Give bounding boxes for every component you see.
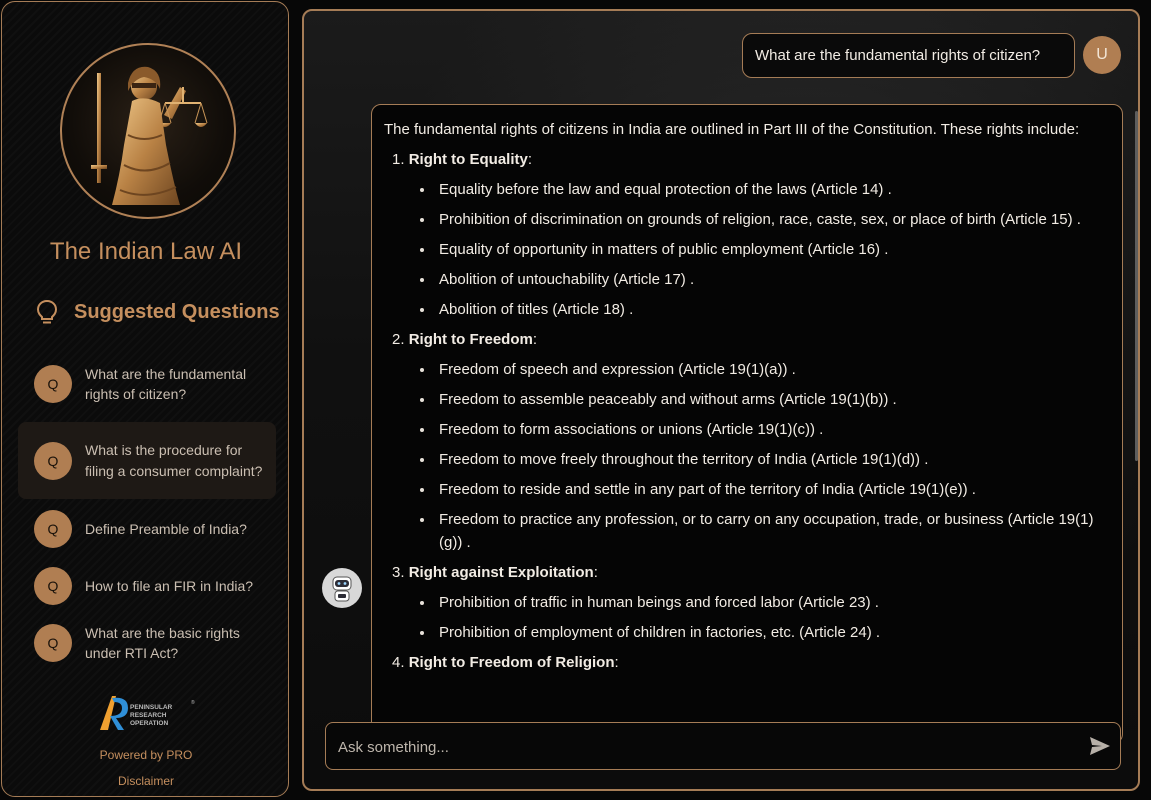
rights-section-title: 2. Right to Freedom: xyxy=(392,331,538,348)
svg-text:OPERATION: OPERATION xyxy=(130,720,169,727)
rights-section-title: 3. Right against Exploitation: xyxy=(392,564,598,581)
section-number: 1. xyxy=(392,151,405,168)
rights-list-item: Equality of opportunity in matters of public employment (Article 16) . xyxy=(384,238,1104,261)
section-title-text: Right to Freedom xyxy=(408,331,533,348)
suggested-question-item[interactable] xyxy=(18,422,276,499)
section-number: 3. xyxy=(392,564,405,581)
rights-list-item: Freedom to move freely throughout the territory of India (Article 19(1)(d)) . xyxy=(384,448,1104,471)
rights-section-title: 1. Right to Equality: xyxy=(392,151,533,168)
question-text: What are the fundamental rights of citizen? xyxy=(85,365,247,402)
suggested-question-item[interactable] xyxy=(18,506,276,552)
lady-justice-logo xyxy=(60,43,236,219)
section-title-text: Right to Freedom of Religion xyxy=(408,654,615,671)
rights-sublist xyxy=(384,178,1104,321)
pro-brand-logo xyxy=(98,692,198,734)
rights-list-item: Freedom to reside and settle in any part of the territory of India (Article 19(1)(e)) . xyxy=(384,478,1104,501)
question-badge: Q xyxy=(34,510,72,548)
suggested-question-item[interactable] xyxy=(18,350,276,418)
rights-section xyxy=(384,148,1104,321)
section-number: 4. xyxy=(392,654,405,671)
user-message: What are the fundamental rights of citizen? xyxy=(742,33,1075,78)
chat-input[interactable] xyxy=(336,723,1080,771)
rights-list-item: Abolition of untouchability (Article 17) . xyxy=(384,268,1104,291)
question-badge: Q xyxy=(34,624,72,662)
rights-section-title: 4. Right to Freedom of Religion: xyxy=(392,654,619,671)
chat-input-box xyxy=(325,722,1121,770)
suggested-questions-label: Suggested Questions xyxy=(74,300,280,323)
rights-sublist xyxy=(384,591,1104,644)
suggested-question-item[interactable] xyxy=(18,620,276,666)
robot-avatar-icon xyxy=(322,568,362,608)
rights-section xyxy=(384,328,1104,554)
section-title-text: Right against Exploitation xyxy=(408,564,594,581)
question-badge: Q xyxy=(34,442,72,480)
rights-list xyxy=(384,148,1104,674)
chat-panel xyxy=(302,9,1140,791)
question-badge: Q xyxy=(34,365,72,403)
rights-list-item: Abolition of titles (Article 18) . xyxy=(384,298,1104,321)
rights-section xyxy=(384,651,1104,674)
svg-text:®: ® xyxy=(191,700,195,706)
question-text: Define Preamble of India? xyxy=(85,520,247,537)
lightbulb-icon xyxy=(36,299,58,325)
section-number: 2. xyxy=(392,331,405,348)
user-avatar: U xyxy=(1083,36,1121,74)
suggested-question-item[interactable] xyxy=(18,563,276,609)
rights-list-item: Prohibition of discrimination on grounds of religion, race, caste, sex, or place of birth (Article 15) . xyxy=(384,208,1104,231)
rights-list-item: Equality before the law and equal protection of the laws (Article 14) . xyxy=(384,178,1104,201)
rights-list-item: Freedom to practice any profession, or to carry on any occupation, trade, or business (Article 19(1)(g)) . xyxy=(384,508,1104,554)
disclaimer-link[interactable]: Disclaimer xyxy=(117,774,174,788)
powered-by-text: Powered by PRO xyxy=(99,748,193,762)
suggested-questions-header xyxy=(36,298,280,326)
rights-list-item: Freedom to form associations or unions (Article 19(1)(c)) . xyxy=(384,418,1104,441)
rights-list-item: Freedom to assemble peaceably and without arms (Article 19(1)(b)) . xyxy=(384,388,1104,411)
sidebar xyxy=(1,1,289,797)
svg-text:PENINSULAR: PENINSULAR xyxy=(130,704,173,711)
rights-section xyxy=(384,561,1104,644)
bot-intro-text: The fundamental rights of citizens in India are outlined in Part III of the Constitution. These rights include: xyxy=(384,121,1080,138)
svg-text:RESEARCH: RESEARCH xyxy=(130,712,167,719)
rights-list-item: Prohibition of employment of children in factories, etc. (Article 24) . xyxy=(384,621,1104,644)
question-badge: Q xyxy=(34,567,72,605)
app-title: The Indian Law AI xyxy=(49,238,243,265)
rights-list-item: Prohibition of traffic in human beings and forced labor (Article 23) . xyxy=(384,591,1104,614)
question-text: How to file an FIR in India? xyxy=(85,577,254,594)
section-title-text: Right to Equality xyxy=(408,151,528,168)
question-text: What is the procedure for filing a consumer complaint? xyxy=(85,442,263,479)
chat-scrollbar[interactable] xyxy=(1135,111,1138,461)
question-text: What are the basic rights under RTI Act? xyxy=(85,624,240,661)
bot-message xyxy=(371,104,1123,744)
rights-sublist xyxy=(384,358,1104,554)
send-icon[interactable] xyxy=(1088,734,1112,758)
rights-list-item: Freedom of speech and expression (Article 19(1)(a)) . xyxy=(384,358,1104,381)
